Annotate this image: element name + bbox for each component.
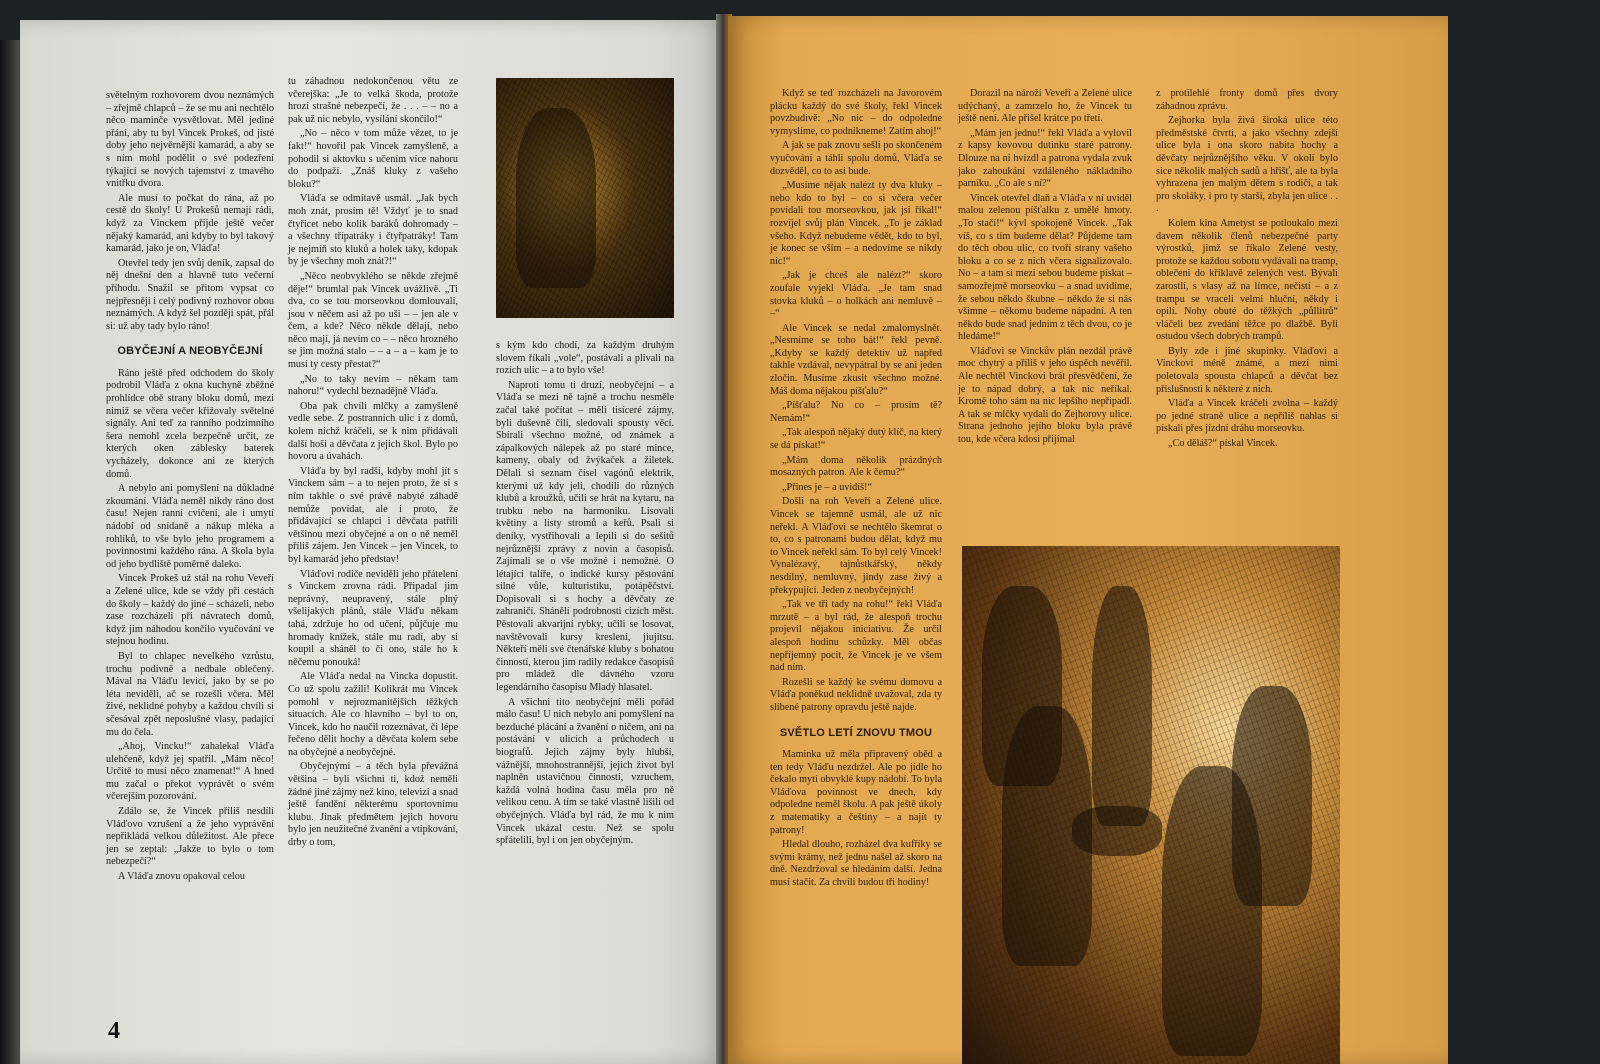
- paragraph: Zejhorka byla živá široká ulice této předměstské čtvrti, a jako všechny zdejší ulice byla i ona skoro nabita hochy a děvčaty nejrůznějšího věku. V okolí bylo sice několik malých sadů a hřišť, ale ta byla vyhrazena jen malým dětem s rodiči, a tak pro skoláky, i pro ty starší, zbyla jen ulice . . .: [1156, 115, 1338, 215]
- paragraph: Vláďa se odmítavě usmál. „Jak bych moh znát, prosím tě! Vždyť je to snad čtyřicet nebo kolik baráků dohromady – a všechny třípatráky i čtyřpatráky! Tam je nejmíň sto kluků a holek taky, kdopak by je všechny moh znát?!“: [288, 193, 458, 268]
- paragraph: Ale Vláďa nedal na Vincka dopustit. Co už spolu zažili! Kolikrát mu Vincek pomohl v nejrozmanitějších těžkých situacích. Ale co hlavního – byl to on, Vincek, kdo ho naučil rozeznávat, či lépe řečeno dělit hochy a děvčata kolem sebe na obyčejné a neobyčejné.: [288, 671, 458, 758]
- illustration-figure: [516, 108, 596, 288]
- paragraph: A Vláďa znovu opakoval celou: [118, 871, 245, 883]
- right-column-3: [1156, 88, 1338, 453]
- paragraph: Vláďovi se Vinckův plán nezdál právě moc chytrý a příliš v jeho úspěch nevěřil. Ale nechtěl Vinckovi brát přesvědčení, že je to nápad dobrý, a tak nic neříkal. Kromě toho sám na nic lepšího nepřipadl. A tak se mlčky vydali do Zejhorovy ulice. Strana jednoho jejího bloku byla právě tou, kde včera kdosi přijímal: [958, 345, 1132, 446]
- paragraph: Když se teď rozcházeli na Javorovém plácku každý do své školy, řekl Vincek povzbudivě: „No nic – do odpoledne vymyslíme, co podnikneme! Zatím ahoj!“: [770, 88, 942, 137]
- paragraph: „No – něco v tom může vězet, to je fakt!“ hovořil pak Vincek zamyšleně, a pohodil si aktovku s učením více nahoru do podpaží. „Znáš kluky z vašeho bloku?“: [288, 128, 458, 190]
- paragraph: Byly zde i jiné skupinky. Vláďovi a Vinckovi méně známé, a mezi nimi poletovala spousta chlapců a děvčat bez příslušnosti k některé z nich.: [1156, 345, 1338, 395]
- paragraph: z protilehlé fronty domů přes dvory záhadnou zprávu.: [1156, 88, 1338, 112]
- paragraph: Obyčejnými – a těch byla převážná většina – byli všichni ti, kdož neměli žádné jiné zájmy než kino, televizi a snad ještě fandění některému sportovnímu klubu. Jinak předmětem jejich hovoru bylo jen neužitečné žvanění a vtipkování, drby o tom,: [288, 761, 458, 849]
- paragraph: s kým kdo chodí, za každým druhým slovem říkali „vole“, postávali a plivali na rozích ulic – a to bylo vše!: [496, 340, 674, 377]
- paragraph: Vincek otevřel dlaň a Vláďa v ní uviděl malou zelenou píšťalku z umělé hmoty. „To stačí!“ kývl spokojeně Vincek. „Tak víš, co s tím budeme dělat? Půjdeme tam do těch obou ulic, co tvoří strany vašeho bloku a co se z nich včera signalizovalo. No – a tam si mezi sebou budeme pískat – samozřejmě morseovku – a snad uvidíme, že sebou někdo škubne – někdo že si nás všimne – někomu budeme nápadní. A ten někdo bude snad jedním z těch dvou, co je hledáme!“: [958, 192, 1132, 343]
- paragraph: Vincek Prokeš už stál na rohu Veveří a Zelené ulice, kde se vždy při cestách do školy – každý do jiné – scházeli, nebo zase rozcházeli při návratech domů, když jim náhodou končilo vyučování ve stejnou hodinu.: [106, 573, 274, 648]
- paragraph: světelným rozhovorem dvou neznámých – zřejmě chlapců – že se mu ani nechtělo něco maminče vysvětlovat. Měl jediné přání, aby tu byl Vincek Prokeš, od jisté doby jeho nejvěrnější kamarád, a aby se s ním mohl podělit o své podezření týkající se nových tajemství z tmavého vnitřku dvora.: [106, 90, 274, 190]
- paragraph: „Tak alespoň nějaký dutý klíč, na který se dá pískat!“: [770, 427, 942, 452]
- paragraph: Došli na roh Veveří a Zelené ulice. Vincek se tajemně usmál, ale už nic neřekl. A Vláďovi se nechtělo škemrat o to, co s patronami budou dělat, když mu to Vincek neřekl sám. To byl celý Vincek! Vynalézavý, tajnůstkářský, někdy nesdílný, nemluvný, jindy zase živý a překypující. Jeden z neobyčejných!: [770, 496, 942, 596]
- paragraph: „Mám jen jednu!“ řekl Vláďa a vylovil z kapsy kovovou dutinku staré patrony. Dlouze na ni hvízdl a patrona vydala zvuk jako zahoukání vzdáleného nákladního parníku. „Co ale s ní?“: [958, 127, 1132, 190]
- paragraph: „Přines je – a uvidíš!“: [782, 481, 872, 493]
- paragraph: „Ahoj, Vincku!“ zahalekal Vláďa ulehčeně, když jej spatřil. „Mám něco! Určitě to musí něco znamenat!“ A hned mu začal o překot vyprávět o svém včerejším pozorování.: [106, 741, 274, 803]
- paragraph: „Mám doma několik prázdných mosazných patron. Ale k čemu?“: [770, 454, 942, 479]
- paragraph: Otevřel tedy jen svůj deník, zapsal do něj dnešní den a hlavně tuto večerní příhodu. Snažil se přitom vypsat co nejpřesněji i celý podivný rozhovor obou neznámých. A když šel později spát, přál si: už aby tady bylo ráno!: [106, 257, 274, 332]
- left-column-1: [106, 90, 274, 886]
- paragraph: Zdálo se, že Vincek příliš nesdílí Vláďovo vzrušení a že jeho vyprávění nepřikládá velkou důležitost. Ale přece jen se zeptal: „Jakže to bylo o tom nebezpečí?“: [106, 806, 274, 868]
- right-column-1: [770, 88, 942, 892]
- section-heading: OBYČEJNÍ A NEOBYČEJNÍ: [117, 345, 263, 358]
- paragraph: „Co děláš?“ pískal Vincek.: [1168, 438, 1278, 450]
- paragraph: „Píšťalu? No co – prosím tě? Nemám!“: [770, 400, 942, 424]
- paragraph: Ale Vincek se nedal zmalomyslnět. „Nesmíme se toho bát!“ řekl pevně. „Kdyby se každý detektiv už napřed takhle vzdával, nevypátral by se ani jeden zločin. Musíme zkusit všechno možné. Máš doma nějakou píšťalu?“: [770, 322, 942, 397]
- paragraph: „No to taky nevím – někam tam nahoru!“ vydechl beznadějně Vláďa.: [288, 373, 458, 398]
- ink-illustration-boy-reading: [496, 78, 674, 318]
- illustration-dog: [1072, 806, 1162, 856]
- left-page: [20, 20, 722, 1064]
- paragraph: A nebylo ani pomyšlení na důkladné zkoumání. Vláďa neměl nikdy ráno dost času! Nejen ranní cvičení, ale i umytí nádobí od snídaně a nákup mléka a rohlíků, to vše bylo jeho programem a povinnostmi každého rána. A škola byla od jeho bydliště poměrně daleko.: [106, 483, 274, 570]
- paragraph: Rozešli se každý ke svému domovu a Vláďa poněkud neklidně uvažoval, zda ty slíbené patrony opravdu ještě najde.: [770, 676, 942, 713]
- paragraph: tu záhadnou nedokončenou větu ze včerejška: „Je to velká škoda, protože hrozí strašné nebezpečí, že . . . – – no a pak už nic nebylo, vysílání skončilo!“: [288, 76, 458, 125]
- paragraph: „Něco neobvyklého se někde zřejmě děje!“ brumlal pak Vincek uvážlivě. „Ti dva, co se tou morseovkou domlouvali, jsou v něčem asi až po uši – – jen ale v čem, a kde? Něco někde dělají, nebo něco mají, já nevím co – – něco hrozného se jim možná stalo – – a – a – kam je to musí ty cesty přestat?“: [288, 270, 459, 371]
- section-heading: SVĚTLO LETÍ ZNOVU TMOU: [779, 726, 933, 739]
- paragraph: A jak se pak znovu sešli po skončeném vyučování a táhli spolu domů, Vláďa se dozvěděl, co to asi bude.: [770, 140, 942, 177]
- paragraph: Ale musí to počkat do rána, až po cestě do školy! U Prokešů nemají rádi, když za Vinckem přijde ještě večer nějaký kamarád, ani kdyby to byl takový kamarád, jako je on, Vláďa!: [106, 192, 274, 255]
- paragraph: Ráno ještě před odchodem do školy podrobil Vláďa z okna kuchyně zběžné prohlídce obě strany bloku domů, mezi nimiž se včera večer křižovaly světelné signály. Ani teď za ranního podzimního šera nemohl zcela bezpečně určit, ze kterých oken záblesky baterek vycházely, dokonce ani ze kterých domů.: [106, 367, 274, 480]
- paragraph: Byl to chlapec nevelkého vzrůstu, trochu podivně a nedbale oblečený. Mával na Vláďu levicí, jako by se po léta neviděli, ač se rozešli včera. Měl živé, neklidné pohyby a každou chvíli si sčesával zpět neposlušné vlasy, padající mu do čela.: [106, 650, 274, 738]
- paragraph: A všichni tito neobyčejní měli pořád málo času! U nich nebylo ani pomyšlení na bezduché plácání a žvanění o ničem, ani na postávání v ulicích a průchodech u biografů. Jejich zájmy byly hlubší, vážnější, mnohostrannější, jejich život byl naplněn ustavičnou činností, vzruchem, každá volná hodina času měla pro ně velikou cenu. A tím se také vlastně lišili od obyčejných. Vláďa byl rád, že mu k nim Vincek ukázal cestu. Než se spolu spřátelili, byl i on jen obyčejným.: [496, 696, 674, 847]
- left-column-2: [288, 76, 458, 852]
- right-page: [728, 16, 1448, 1064]
- paragraph: Dorazil na nároží Veveří a Zelené ulice udýchaný, a zamrzelo ho, že Vincek tu ještě není. Ale přišel krátce po třetí.: [958, 88, 1132, 125]
- right-column-2: [958, 88, 1132, 449]
- paragraph: Vláďovi rodiče neviděli jeho přátelení s Vinckem zrovna rádi. Připadal jim neprávný, neupravený, stále plný všelijakých plánů, stále Vláďu někam tahá, zdržuje ho od učení, půjčuje mu hromady knížek, stále mu radí, aby si koupil a sháněl to či ono, stále ho k něčemu ponouká!: [288, 568, 458, 668]
- paragraph: Oba pak chvíli mlčky a zamyšleně vedle sebe. Z postranních ulic i z domů, kolem nichž kráčeli, se k nim přidávali další hoši a děvčata z jejich škol. Bylo po hovoru a úvahách.: [288, 400, 458, 463]
- paragraph: „Tak ve tři tady na rohu!“ řekl Vláďa mrzutě – a byl rád, že alespoň trochu projevil nějakou iniciativu. Že určil alespoň hodinu schůzky. Měl občas nepříjemný pocit, že Vincek je ve všem nad ním.: [770, 599, 942, 674]
- illustration-figure: [1092, 586, 1152, 826]
- paragraph: Naproti tomu ti druzí, neobyčejní – a Vláďa se mezi ně tajně a trochu nesměle začal také počítat – měli tisíceré zájmy, byli duševně čilí, sledovali spousty věcí. Sbírali všechno možné, od známek a zápalkových nálepek až po staré mince, kameny, obaly od žvýkaček a žiletek. Dělali si seznam čísel vagónů elektrik, kterými už kdy jeli, chodili do různých klubů a kroužků, učili se hrát na kytaru, na trubku nebo na harmoniku. Lisovali květiny a listy stromů a keřů. Psali si deníky, vystřihovali a lepili si do sešitů nejrůznější zprávy z novin a časopisů. Zajímali se o vše možné i nemožné. O létající talíře, o indické kursy pěstování silné vůle, kulturistiku, potápěčství. Dopisovali si s hochy a děvčaty ze zahraničí. Shánělí podrobnosti cizích měst. Pěstovali akvarijní rybky, učili se losovat, navštěvovali kursy kreslení, jiujitsu. Někteří měli své čtenářské kluby s bohatou činností, kterou jim radily redakce časopisů pro mládež dle dávného vzoru legendárního časopisu Mladý hlasatel.: [496, 379, 674, 694]
- paragraph: „Jak je chceš ale nalézt?“ skoro zoufale vyjekl Vláďa. „Je tam snad stovka kluků – o holkách ani nemluvě – –“: [770, 270, 942, 320]
- paragraph: Kolem kina Ametyst se potloukalo mezi davem několik členů nebezpečné party výrostků, jimž se říkalo Zelené vesty, protože se každou sobotu vydávali na tramp, oblečeni do křiklavě zelených vest. Bývali zarostlí, s vlasy až na límce, nečistí – a z trampu se vraceli velmi hluční, někdy i opilí. Nohy obuté do těžkých „půllitrů“ vláčeli bez zvedání těžce po dlažbě. Byli ostudou všech dobrých trampů.: [1156, 217, 1338, 343]
- ink-illustration-boys-with-dog: [962, 546, 1340, 1064]
- paragraph: Vláďa a Vincek kráčeli zvolna – každý po jedné straně ulice a nepříliš nahlas si pískali přes jízdní dráhu morseovku.: [1156, 398, 1338, 435]
- left-column-3: [496, 340, 674, 850]
- paragraph: Vláďa by byl radši, kdyby mohl jít s Vinckem sám – a to nejen proto, že si s ním takhle o své právě nabyté záhadě nemůže povídat, ale i proto, že přidávající se chlapci i děvčata patřili většinou mezi obyčejné a on o ně neměl příliš zájem. Jen Vincek – jen Vincek, to byl kamarád jeho představ!: [288, 465, 458, 565]
- paragraph: Hledal dlouho, rozházel dva kufříky se svými krámy, než jednu našel až skoro na dně. Nezdržoval se hledáním další. Jedna musí stačit. Za chvíli budou tři hodiny!: [770, 839, 942, 889]
- paragraph: Maminka už měla připravený oběd a ten tedy Vláďu nezdržel. Ale po jídle ho čekalo mytí obvyklé kupy nádobí. To byla Vláďova povinnost ve dnech, kdy odpoledne neměl školu. A pak ještě úkoly z matematiky a češtiny – a najít ty patrony!: [770, 749, 942, 836]
- paragraph: „Musíme nějak nalézt ty dva kluky – nebo kdo to byl – co si včera večer povídali tou morseovkou, jak jsi říkal!“ rozvíjel svůj plán Vincek. „To je základ všeho. Když nebudeme vědět, kdo to byl, je konec se vším – a nedovíme se nikdy nic!“: [770, 180, 942, 267]
- page-number: 4: [108, 1018, 120, 1044]
- illustration-figure: [1232, 686, 1312, 906]
